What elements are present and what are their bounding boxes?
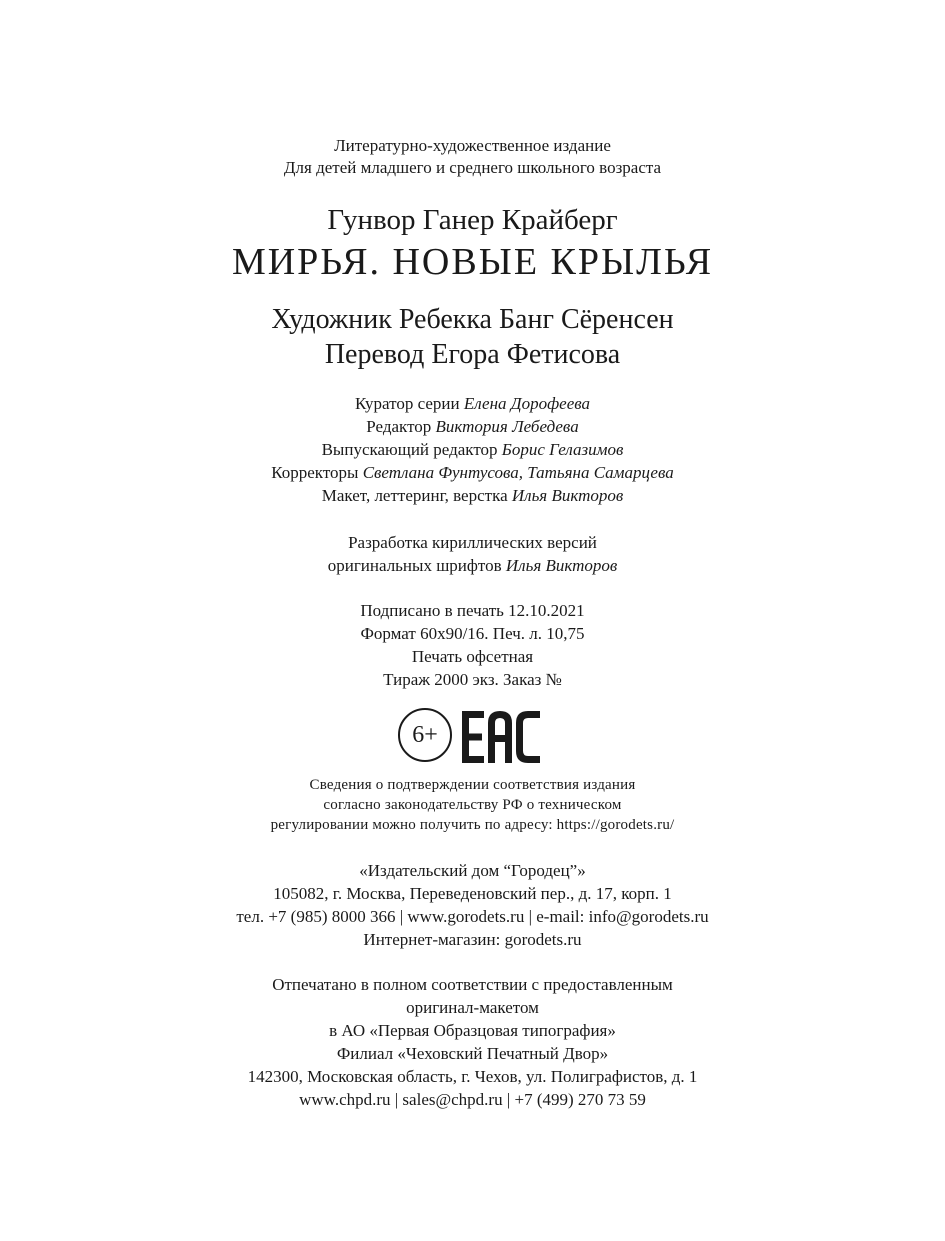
conformity-line: регулировании можно получить по адресу: https://gorodets.ru/ — [270, 817, 675, 833]
credit-name: Борис Гелазимов — [501, 440, 624, 459]
printer-line: Отпечатано в полном соответствии с предоставленным — [272, 975, 673, 994]
credit-role: Редактор — [366, 417, 432, 436]
credit-name: Елена Дорофеева — [463, 394, 591, 413]
print-info-line: Тираж 2000 экз. Заказ № — [383, 670, 562, 689]
printer-line: 142300, Московская область, г. Чехов, ул. Полиграфистов, д. 1 — [247, 1067, 698, 1086]
eac-mark-icon — [460, 709, 542, 765]
fonts-credit-line1: Разработка кириллических версий — [348, 533, 597, 552]
audience: Для детей младшего и среднего школьного возраста — [283, 158, 662, 177]
conformity-line: Сведения о подтверждении соответствия издания — [309, 777, 636, 793]
fonts-credit-line2 — [0, 557, 945, 574]
credit-role: Корректоры — [271, 463, 359, 482]
fonts-credit-name: Илья Викторов — [505, 556, 618, 575]
credit-line — [0, 395, 945, 412]
printer-line: в АО «Первая Образцовая типография» — [329, 1021, 616, 1040]
credit-line — [0, 418, 945, 435]
credit-name: Илья Викторов — [511, 486, 624, 505]
credit-line — [0, 441, 945, 458]
translator: Перевод Егора Фетисова — [324, 339, 621, 370]
age-rating-badge: 6+ — [398, 708, 452, 762]
edition-type: Литературно-художественное издание — [334, 136, 611, 155]
print-info-line: Подписано в печать 12.10.2021 — [360, 601, 585, 620]
printer-line: Филиал «Чеховский Печатный Двор» — [336, 1044, 609, 1063]
book-title: МИРЬЯ. НОВЫЕ КРЫЛЬЯ — [231, 241, 714, 283]
conformity-line: согласно законодательству РФ о техническом — [323, 797, 622, 813]
author-name: Гунвор Ганер Крайберг — [327, 204, 618, 236]
credit-name: Виктория Лебедева — [435, 417, 579, 436]
publisher-line: 105082, г. Москва, Переведеновский пер., д. 17, корп. 1 — [273, 884, 672, 903]
credit-name: Светлана Фунтусова, Татьяна Самарцева — [362, 463, 674, 482]
publisher-line: «Издательский дом “Городец”» — [359, 861, 586, 880]
illustrator: Художник Ребекка Банг Сёренсен — [271, 304, 674, 335]
credit-role: Макет, леттеринг, верстка — [321, 486, 508, 505]
credit-line — [0, 487, 945, 504]
publisher-line: тел. +7 (985) 8000 366 | www.gorodets.ru | e-mail: info@gorodets.ru — [236, 907, 709, 926]
print-info-line: Формат 60х90/16. Печ. л. 10,75 — [360, 624, 585, 643]
print-info-line: Печать офсетная — [411, 647, 534, 666]
printer-line: www.chpd.ru | sales@chpd.ru | +7 (499) 270 73 59 — [299, 1090, 646, 1109]
credit-line — [0, 464, 945, 481]
printer-line: оригинал-макетом — [406, 998, 539, 1017]
publisher-line: Интернет-магазин: gorodets.ru — [363, 930, 582, 949]
certification-marks — [398, 707, 548, 765]
credit-role: Выпускающий редактор — [321, 440, 498, 459]
credit-role: Куратор серии — [354, 394, 460, 413]
fonts-credit-prefix: оригинальных шрифтов — [327, 556, 502, 575]
